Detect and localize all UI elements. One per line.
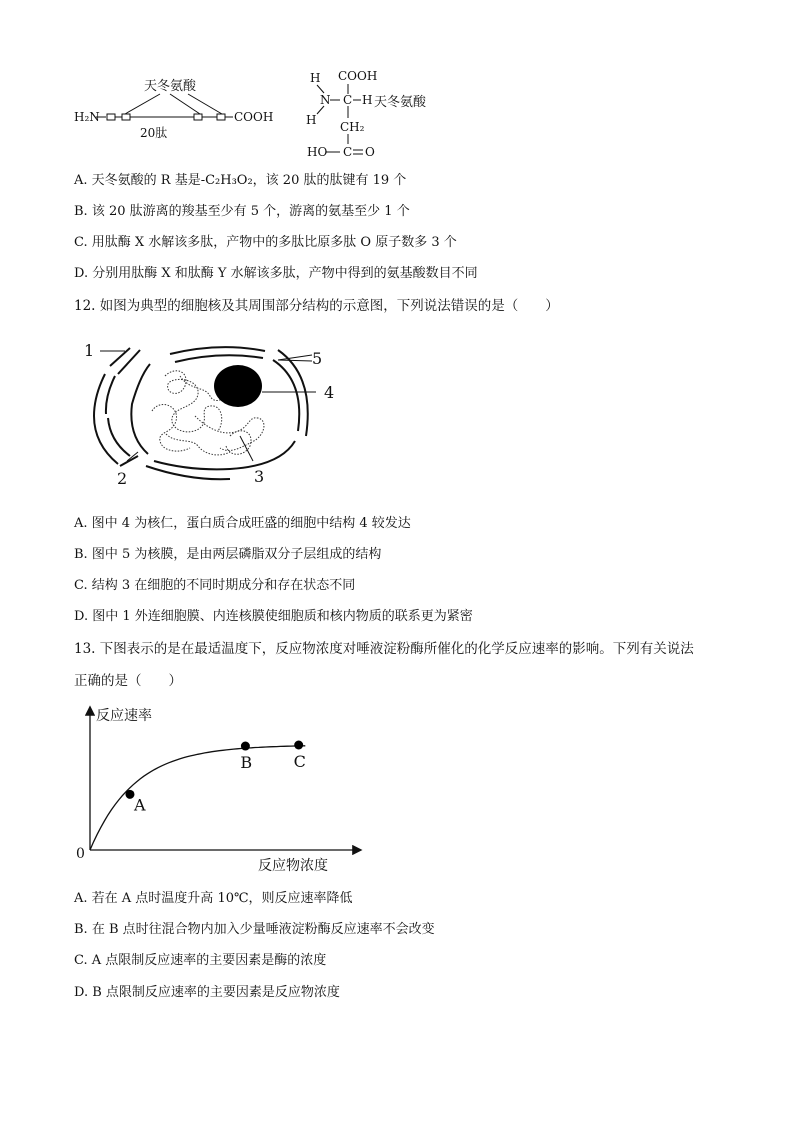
label-2: 2 <box>117 469 128 488</box>
q13-option-c: C. A 点限制反应速率的主要因素是酶的浓度 <box>74 953 327 968</box>
aspartic-acid-label: 天冬氨酸 <box>144 79 197 94</box>
rate-chart <box>70 700 370 880</box>
q12-option-c: C. 结构 3 在细胞的不同时期成分和存在状态不同 <box>74 578 356 593</box>
q13-stem-line1: 13. 下图表示的是在最适温度下，反应物浓度对唾液淀粉酶所催化的化学反应速率的影响。下列有关说法 <box>74 641 694 657</box>
point-label-c: C <box>293 752 306 771</box>
point-b <box>241 742 250 751</box>
q11-option-c: C. 用肽酶 X 水解该多肽，产物中的多肽比原多肽 O 原子数多 3 个 <box>74 235 457 250</box>
formula-aspartic-name: 天冬氨酸 <box>374 95 427 110</box>
formula-c2: C <box>343 145 353 159</box>
formula-o: O <box>365 145 375 159</box>
q13-option-d: D. B 点限制反应速率的主要因素是反应物浓度 <box>74 985 340 1000</box>
peptide-figure <box>70 64 450 164</box>
origin-label: 0 <box>76 846 85 862</box>
formula-h-top: H <box>310 71 321 85</box>
formula-ch2: CH₂ <box>340 120 365 134</box>
formula-cooh: COOH <box>338 69 378 83</box>
q11-option-d: D. 分别用肽酶 X 和肽酶 Y 水解该多肽，产物中得到的氨基酸数目不同 <box>74 266 478 281</box>
rate-curve <box>90 746 305 850</box>
peptide-20-label: 20肽 <box>140 126 168 140</box>
formula-h-right: H <box>362 93 373 107</box>
label-4: 4 <box>324 383 335 402</box>
formula-ho: HO <box>307 145 328 159</box>
q12-option-a: A. 图中 4 为核仁，蛋白质合成旺盛的细胞中结构 4 较发达 <box>74 516 411 531</box>
h2n-label: H₂N <box>74 110 100 124</box>
cooh-label: COOH <box>234 110 274 124</box>
formula-c: C <box>343 93 353 107</box>
formula-h-bottom: H <box>306 113 317 127</box>
point-label-b: B <box>240 753 253 773</box>
y-axis-label: 反应速率 <box>96 708 152 724</box>
label-5: 5 <box>312 349 323 368</box>
q12-option-d: D. 图中 1 外连细胞膜、内连核膜使细胞质和核内物质的联系更为紧密 <box>74 609 473 624</box>
q13-stem-line2: 正确的是（ ） <box>74 673 182 689</box>
point-c <box>294 741 303 750</box>
q12-option-b: B. 图中 5 为核膜，是由两层磷脂双分子层组成的结构 <box>74 547 382 562</box>
nucleus-diagram <box>80 336 350 491</box>
q13-option-a: A. 若在 A 点时温度升高 10℃，则反应速率降低 <box>74 891 353 906</box>
formula-n: N <box>320 93 331 107</box>
label-3: 3 <box>254 467 265 486</box>
q12-stem: 12. 如图为典型的细胞核及其周围部分结构的示意图，下列说法错误的是（ ） <box>74 298 559 314</box>
q11-option-a: A. 天冬氨酸的 R 基是-C₂H₃O₂，该 20 肽的肽键有 19 个 <box>74 173 407 188</box>
label-1: 1 <box>84 341 95 360</box>
point-label-a: A <box>133 795 146 815</box>
q11-option-b: B. 该 20 肽游离的羧基至少有 5 个，游离的氨基至少 1 个 <box>74 204 410 219</box>
x-axis-label: 反应物浓度 <box>258 858 328 874</box>
q13-option-b: B. 在 B 点时往混合物内加入少量唾液淀粉酶反应速率不会改变 <box>74 922 435 937</box>
